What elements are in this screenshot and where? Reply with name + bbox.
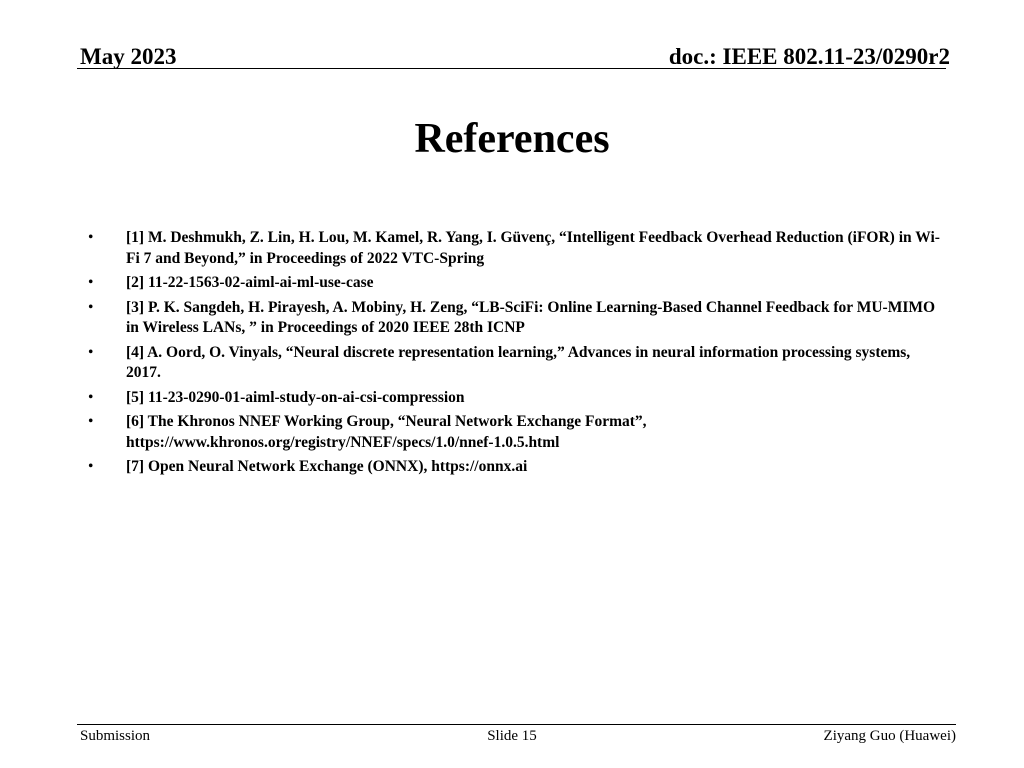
- bullet: •: [88, 229, 94, 246]
- footer-slide-number: Slide 15: [487, 728, 537, 744]
- footer-divider: [77, 724, 956, 725]
- bullet: •: [88, 458, 94, 475]
- reference-item-4: [88, 343, 948, 384]
- reference-text: [7] Open Neural Network Exchange (ONNX), https://onnx.ai: [126, 458, 528, 475]
- reference-item-6: [88, 412, 948, 453]
- slide-title: References: [414, 116, 610, 162]
- reference-item-3: [88, 298, 948, 339]
- header-doc-id: doc.: IEEE 802.11-23/0290r2: [668, 44, 950, 69]
- footer-author: Ziyang Guo (Huawei): [823, 728, 956, 744]
- reference-item-7: [88, 457, 948, 478]
- bullet: •: [88, 343, 94, 361]
- reference-text: [2] 11-22-1563-02-aiml-ai-ml-use-case: [126, 274, 374, 291]
- reference-text: [6] The Khronos NNEF Working Group, “Neural Network Exchange Format”, https://www.khronos.org/registry/NNEF/specs/1.0/nnef-1.0.5.html: [126, 413, 647, 451]
- reference-text: [4] A. Oord, O. Vinyals, “Neural discrete representation learning,” Advances in neural information processing systems, 2017.: [126, 343, 911, 381]
- header-date: May 2023: [80, 44, 177, 69]
- bullet: •: [88, 388, 94, 406]
- reference-item-1: [88, 228, 948, 269]
- footer-submission: Submission: [80, 728, 151, 744]
- bullet: •: [88, 413, 94, 430]
- bullet: •: [88, 274, 94, 291]
- reference-text: [5] 11-23-0290-01-aiml-study-on-ai-csi-compression: [126, 388, 465, 406]
- reference-list: [88, 228, 948, 482]
- reference-item-5: [88, 388, 948, 409]
- reference-text: [3] P. K. Sangdeh, H. Pirayesh, A. Mobiny, H. Zeng, “LB-SciFi: Online Learning-Based Channel Feedback for MU-MIMO in Wireless LANs, ” in Proceedings of 2020 IEEE 28th ICNP: [126, 298, 936, 336]
- reference-text: [1] M. Deshmukh, Z. Lin, H. Lou, M. Kamel, R. Yang, I. Güvenç, “Intelligent Feedback Overhead Reduction (iFOR) in Wi-Fi 7 and Beyond,” in Proceedings of 2022 VTC-Spring: [126, 229, 940, 267]
- header-divider: [77, 68, 946, 69]
- reference-item-2: [88, 273, 948, 294]
- bullet: •: [88, 298, 94, 316]
